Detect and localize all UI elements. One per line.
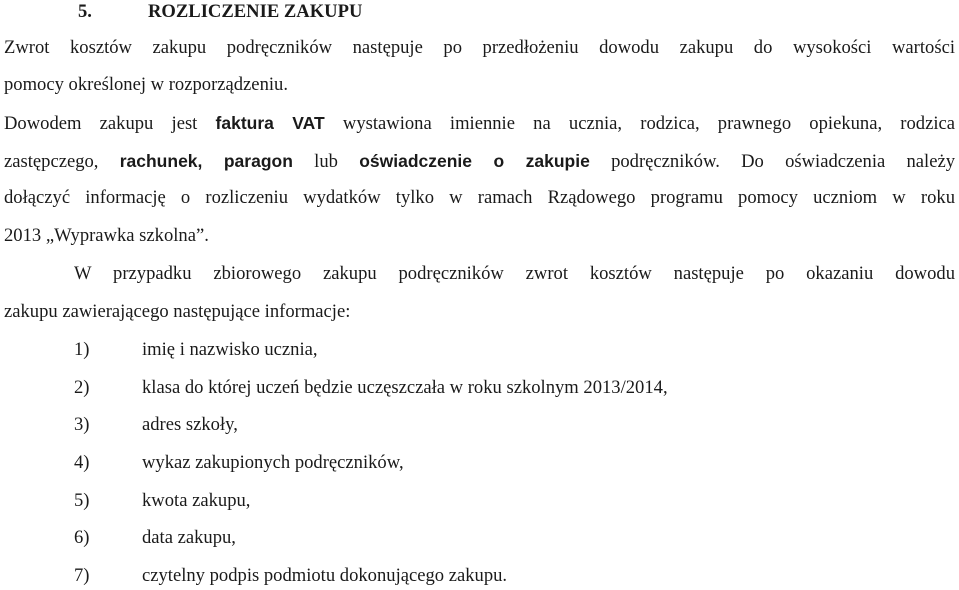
section-heading bbox=[4, 0, 955, 24]
text-run: lub bbox=[292, 151, 360, 172]
list-item-text: adres szkoły, bbox=[142, 414, 238, 435]
list-item-number: 3) bbox=[74, 414, 90, 435]
section-number: 5. bbox=[78, 1, 92, 22]
list-item-text: imię i nazwisko ucznia, bbox=[142, 339, 318, 360]
text-run: Dowodem zakupu jest bbox=[4, 113, 216, 134]
paragraph-2-line-1 bbox=[4, 111, 955, 136]
emphasis-rachunek-paragon: rachunek, paragon bbox=[119, 151, 293, 171]
list-item-number: 1) bbox=[74, 339, 90, 360]
paragraph-1-line-1: Zwrot kosztów zakupu podręczników następuje po przedłożeniu dowodu zakupu do wysokości wartości bbox=[4, 37, 955, 58]
text-run: zastępczego, bbox=[4, 151, 120, 172]
paragraph-1-line-2: pomocy określonej w rozporządzeniu. bbox=[4, 74, 288, 95]
list-item-number: 6) bbox=[74, 527, 90, 548]
list-item-text: czytelny podpis podmiotu dokonującego zakupu. bbox=[142, 565, 508, 586]
list-item-number: 5) bbox=[74, 490, 90, 511]
list-item-text: kwota zakupu, bbox=[142, 490, 251, 511]
section-title: ROZLICZENIE ZAKUPU bbox=[148, 1, 363, 22]
paragraph-2-line-3: dołączyć informację o rozliczeniu wydatków tylko w ramach Rządowego programu pomocy uczniom w roku bbox=[4, 187, 955, 208]
paragraph-3-line-1: W przypadku zbiorowego zakupu podręczników zwrot kosztów następuje po okazaniu dowodu bbox=[74, 263, 955, 284]
list-item-number: 7) bbox=[74, 565, 90, 586]
list-item-number: 2) bbox=[74, 377, 90, 398]
paragraph-2-line-2 bbox=[4, 149, 955, 174]
list-item-text: data zakupu, bbox=[142, 527, 236, 548]
paragraph-2-line-4: 2013 „Wyprawka szkolna”. bbox=[4, 225, 209, 246]
list-item-text: klasa do której uczeń będzie uczęszczała w roku szkolnym 2013/2014, bbox=[142, 377, 668, 398]
paragraph-3-line-2: zakupu zawierającego następujące informacje: bbox=[4, 301, 351, 322]
text-run: podręczników. Do oświadczenia należy bbox=[589, 151, 956, 172]
list-item-number: 4) bbox=[74, 452, 90, 473]
list-item-text: wykaz zakupionych podręczników, bbox=[142, 452, 404, 473]
emphasis-faktura-vat: faktura VAT bbox=[215, 113, 325, 133]
text-run: wystawiona imiennie na ucznia, rodzica, prawnego opiekuna, rodzica bbox=[324, 113, 956, 134]
emphasis-oswiadczenie: oświadczenie o zakupie bbox=[359, 151, 590, 171]
